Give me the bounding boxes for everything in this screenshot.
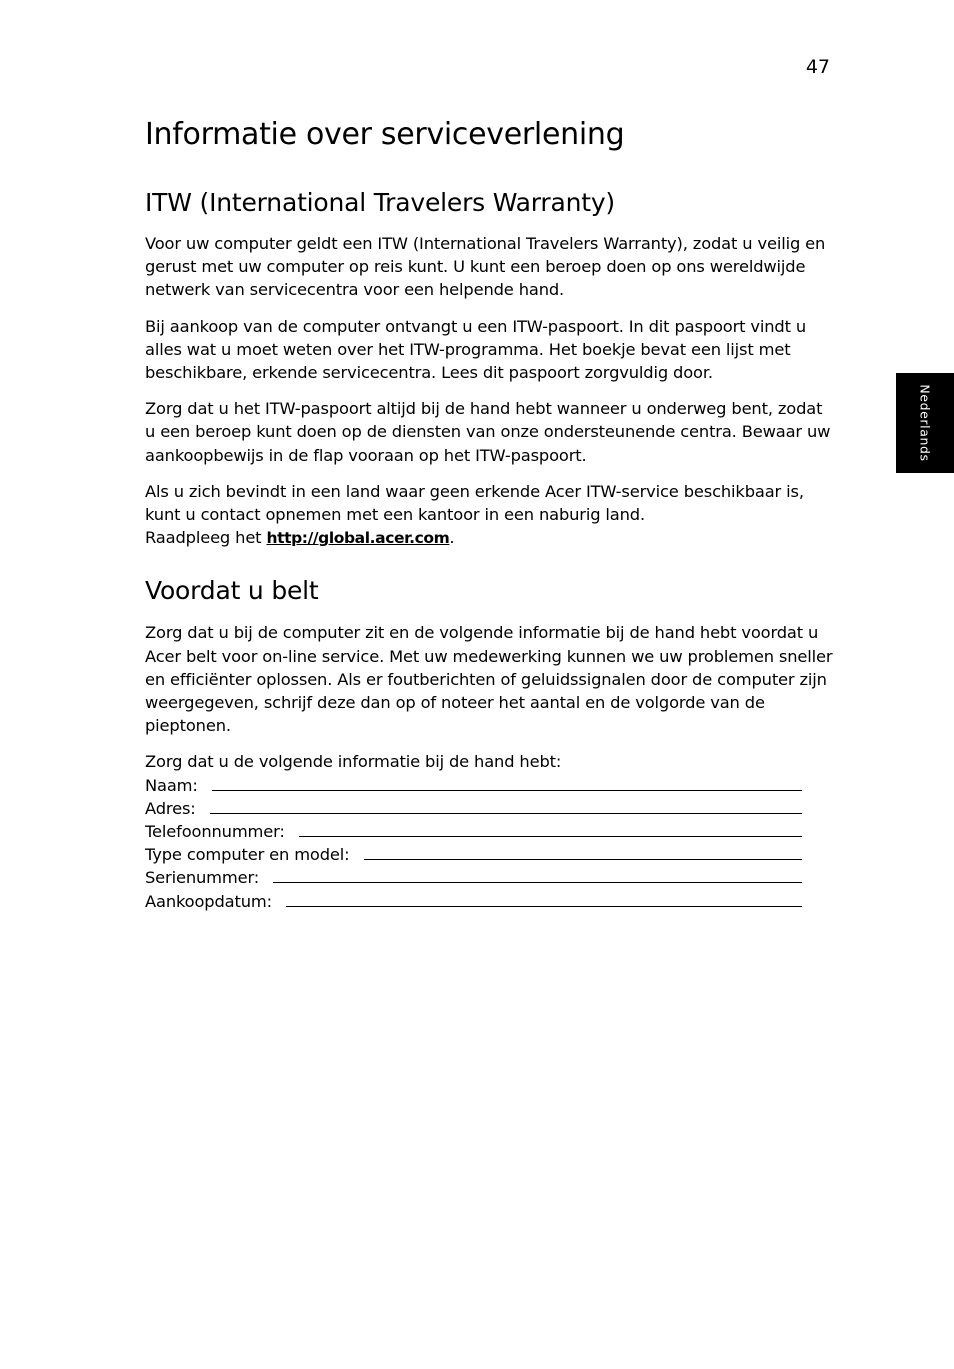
form-label-name: Naam:: [145, 775, 198, 795]
itw-paragraph-4-prefix: Raadpleeg het: [145, 528, 267, 548]
form-line-name: [212, 775, 802, 791]
form-line-phone: [299, 821, 802, 837]
form-label-model: Type computer en model:: [145, 845, 350, 865]
language-side-tab: [896, 373, 954, 473]
form-row-purchase-date: [145, 890, 802, 913]
form-row-serial: [145, 866, 802, 889]
form-line-model: [364, 844, 802, 860]
itw-paragraph-4-text: Als u zich bevindt in een land waar geen erkende Acer ITW-service beschikbaar is, kunt u contact opnemen met een kantoor in een naburig land.: [145, 481, 804, 525]
form-line-serial: [273, 867, 802, 883]
section-heading-itw: ITW (International Travelers Warranty): [145, 188, 615, 217]
language-side-tab-label: Nederlands: [917, 384, 933, 462]
form-intro: Zorg dat u de volgende informatie bij de hand hebt:: [145, 752, 562, 772]
page-title: Informatie over serviceverlening: [145, 117, 625, 152]
itw-paragraph-2: Bij aankoop van de computer ontvangt u een ITW-paspoort. In dit paspoort vindt u alles wat u moet weten over het ITW-programma. Het boekje bevat een lijst met beschikbare, erkende servicecentra. Lees dit paspoort zorgvuldig door.: [145, 316, 807, 383]
form-label-serial: Serienummer:: [145, 868, 260, 888]
form-label-address: Adres:: [145, 798, 196, 818]
itw-paragraph-4: [145, 480, 835, 551]
section-heading-before-calling: Voordat u belt: [145, 576, 319, 606]
page-content: [145, 108, 835, 913]
form-row-address: [145, 797, 802, 820]
itw-paragraph-1: Voor uw computer geldt een ITW (International Travelers Warranty), zodat u veilig en gerust met uw computer op reis kunt. U kunt een beroep doen op ons wereldwijde netwerk van servicecentra voor een helpende hand.: [145, 234, 826, 300]
page-number: 47: [805, 56, 830, 78]
before-calling-paragraph: Zorg dat u bij de computer zit en de volgende informatie bij de hand hebt voordat u Acer belt voor on-line service. Met uw medewerking kunnen we uw problemen sneller en efficiënter oplossen. Als er foutberichten of geluidssignalen door de computer zijn weergegeven, schrijf deze dan op of noteer het aantal en de volgorde van de pieptonen.: [145, 623, 833, 736]
form-row-name: [145, 774, 802, 797]
form-line-purchase-date: [286, 891, 802, 907]
form-row-model: [145, 843, 802, 866]
form-row-phone: [145, 820, 802, 843]
itw-paragraph-4-suffix: .: [449, 528, 455, 548]
form-line-address: [210, 798, 802, 814]
form-label-phone: Telefoonnummer:: [145, 822, 285, 842]
acer-global-link[interactable]: http://global.acer.com: [266, 529, 450, 548]
form-label-purchase-date: Aankoopdatum:: [145, 891, 272, 911]
itw-paragraph-3: Zorg dat u het ITW-paspoort altijd bij de hand hebt wanneer u onderweg bent, zodat u een beroep kunt doen op de diensten van onze ondersteunende centra. Bewaar uw aankoopbewijs in de flap vooraan op het ITW-paspoort.: [145, 399, 831, 465]
